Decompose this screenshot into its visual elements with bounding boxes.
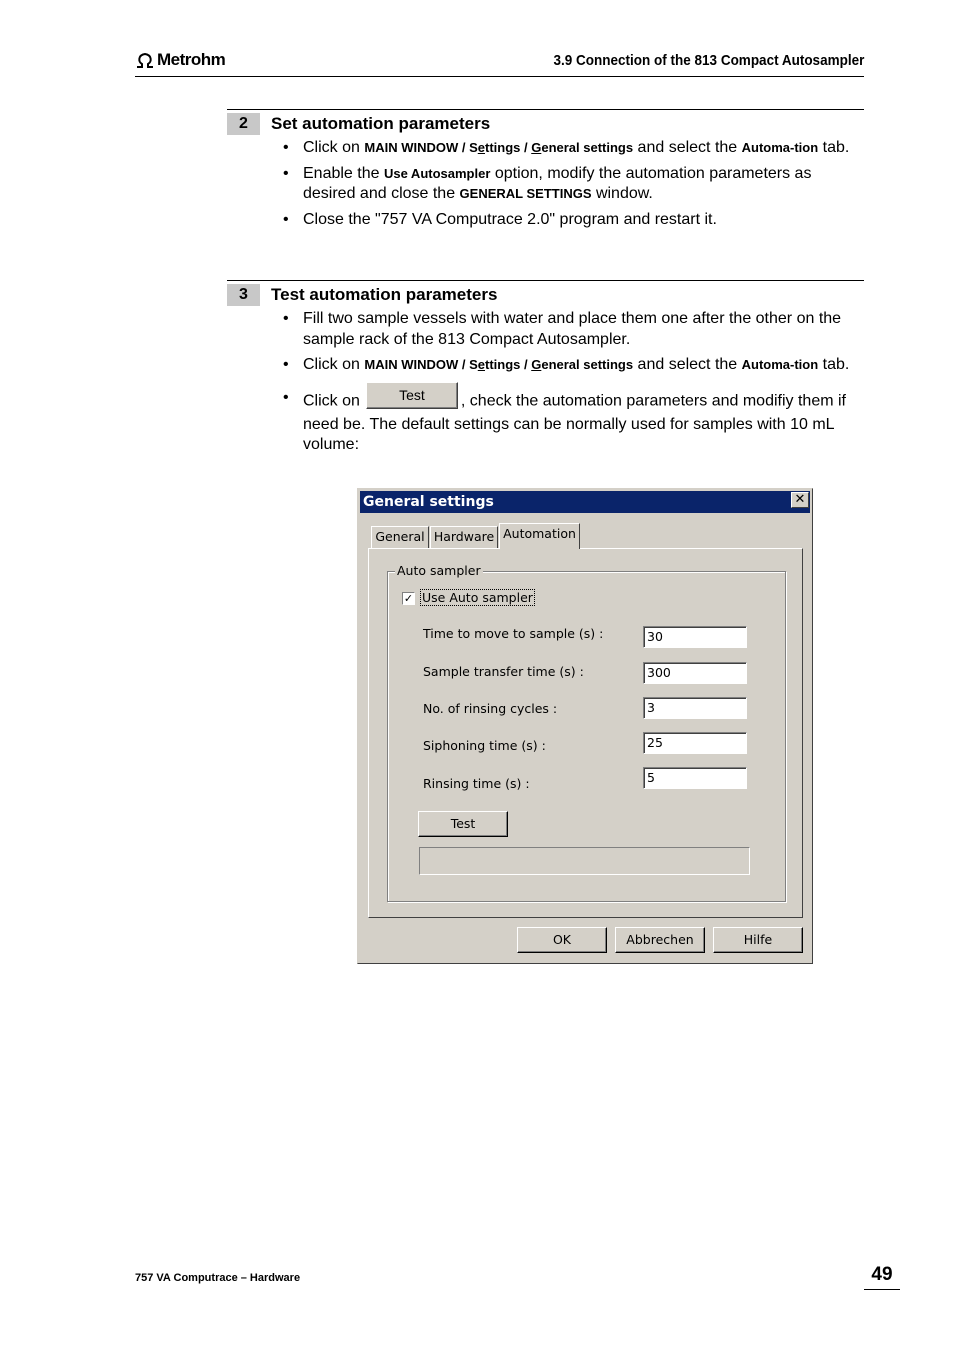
help-button[interactable]: Hilfe: [713, 927, 803, 953]
list-item: • Click on Test , check the automation parameters and modifiy them if need be. The default settings can be normally used for samples with 10 mL volume:: [283, 388, 863, 456]
step-3-list: [283, 309, 863, 456]
metrohm-omega-icon: [135, 52, 155, 68]
list-item: • Enable the Use Autosampler option, modify the automation parameters as desired and close the GENERAL SETTINGS window.: [283, 164, 863, 205]
metrohm-logo: [135, 50, 225, 70]
checkbox-label[interactable]: Use Auto sampler: [422, 590, 533, 605]
transfer-time-input[interactable]: 300: [643, 662, 747, 684]
logo-text: Metrohm: [157, 50, 226, 69]
footer-title: 757 VA Computrace – Hardware: [135, 1272, 301, 1284]
progress-bar: [419, 847, 750, 875]
rinsing-time-input[interactable]: 5: [643, 767, 747, 789]
step-number: 3: [227, 284, 260, 306]
field-label-time-to-move: Time to move to sample (s) :: [423, 626, 604, 641]
use-auto-sampler-checkbox[interactable]: ✓: [403, 592, 414, 605]
step-number: 2: [227, 113, 260, 135]
field-label-siphoning-time: Siphoning time (s) :: [423, 738, 546, 753]
test-button[interactable]: Test: [418, 811, 508, 837]
page-number: 49: [871, 1264, 893, 1285]
tab-automation[interactable]: Automation: [499, 523, 580, 549]
rinsing-cycles-input[interactable]: 3: [643, 697, 747, 719]
tab-general[interactable]: General: [371, 526, 429, 548]
header-rule: [135, 76, 864, 77]
ok-button[interactable]: OK: [517, 927, 607, 953]
group-label: Auto sampler: [397, 563, 481, 578]
step-title: Test automation parameters: [271, 285, 498, 304]
step-title: Set automation parameters: [271, 114, 491, 133]
field-label-rinsing-time: Rinsing time (s) :: [423, 776, 530, 791]
running-header: 3.9 Connection of the 813 Compact Autosampler: [553, 52, 864, 69]
siphoning-time-input[interactable]: 25: [643, 732, 747, 754]
list-item: • Close the "757 VA Computrace 2.0" program and restart it.: [283, 210, 863, 231]
test-button-image: Test: [366, 382, 458, 409]
time-to-move-input[interactable]: 30: [643, 626, 747, 648]
field-label-rinsing-cycles: No. of rinsing cycles :: [423, 701, 558, 716]
list-item: • Fill two sample vessels with water and place them one after the other on the sample rack of the 813 Compact Autosampler.: [283, 309, 863, 350]
tab-hardware[interactable]: Hardware: [430, 526, 498, 548]
field-label-transfer-time: Sample transfer time (s) :: [423, 664, 584, 679]
dialog-title: General settings: [360, 491, 810, 513]
general-settings-dialog: [357, 488, 813, 964]
step-2-list: [283, 138, 863, 230]
list-item: • Click on MAIN WINDOW / Settings / General settings and select the Automa-tion tab.: [283, 355, 863, 376]
cancel-button[interactable]: Abbrechen: [615, 927, 705, 953]
close-icon[interactable]: ✕: [791, 492, 809, 508]
footer-rule: [864, 1289, 900, 1290]
list-item: • Click on MAIN WINDOW / Settings / General settings and select the Automa-tion tab.: [283, 138, 863, 159]
section-rule: [227, 280, 864, 281]
section-rule: [227, 109, 864, 110]
